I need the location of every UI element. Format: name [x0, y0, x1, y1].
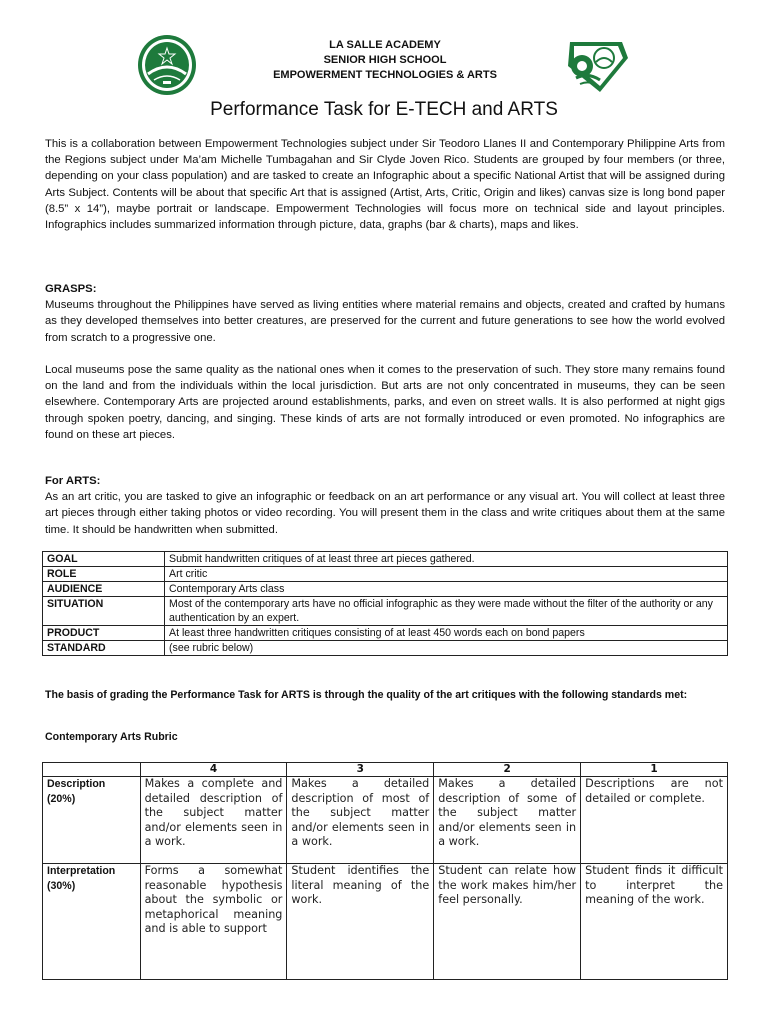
rubric-header-score: 3 [287, 763, 434, 777]
grasps-value: Art critic [165, 567, 728, 582]
school-anniversary-emblem-icon [560, 36, 630, 96]
school-header [220, 38, 550, 83]
grasps-value: At least three handwritten critiques consisting of at least 450 words each on bond papers [165, 626, 728, 641]
grasps-value: Submit handwritten critiques of at least three art pieces gathered. [165, 552, 728, 567]
grasps-key: AUDIENCE [43, 582, 165, 597]
rubric-cell: Forms a somewhat reasonable hypothesis about the symbolic or metaphorical meaning and is able to support [140, 864, 287, 980]
subject-names: EMPOWERMENT TECHNOLOGIES & ARTS [273, 69, 497, 81]
rubric-criterion: Interpretation (30%) [43, 864, 141, 980]
grasps-key: SITUATION [43, 597, 165, 626]
table-row [43, 641, 728, 656]
rubric-cell: Student can relate how the work makes him/her feel personally. [434, 864, 581, 980]
table-row [43, 864, 728, 980]
rubric-criterion: Description (20%) [43, 777, 141, 864]
grasps-key: STANDARD [43, 641, 165, 656]
la-salle-academy-seal-icon [136, 34, 198, 96]
grasps-key: GOAL [43, 552, 165, 567]
table-row [43, 567, 728, 582]
school-name: LA SALLE ACADEMY [329, 39, 441, 51]
rubric-title: Contemporary Arts Rubric [45, 731, 178, 743]
rubric-cell: Student identifies the literal meaning of the work. [287, 864, 434, 980]
grasps-heading: GRASPS: [45, 283, 97, 295]
intro-paragraph: This is a collaboration between Empowerment Technologies subject under Sir Teodoro Llanes II and Contemporary Philippine Arts from the Regions subject under Ma’am Michelle Tumbagahan and Sir Clyde Joven Rico. Students are grouped by four members (or three, depending on your class population) and are tasked to create an Infographic about a specific National Artist that will be assigned during Arts Subject. Contents will be about that specific Art that is assigned (Artist, Arts, Critic, Origin and likes) canvas size is long bond paper (8.5” x 14”), maybe portrait or landscape. Empowerment Technologies will focus more on technical side and layout principles. Infographics includes summarized information through picture, data, graphs (bar & charts), maps and likes. [45, 138, 725, 232]
rubric-cell: Descriptions are not detailed or complete. [581, 777, 728, 864]
rubric-header-score: 1 [581, 763, 728, 777]
rubric-cell: Makes a complete and detailed description of the subject matter and/or elements seen in a work. [140, 777, 287, 864]
grasps-key: ROLE [43, 567, 165, 582]
grasps-paragraph-1: Museums throughout the Philippines have served as living entities where material remains and objects, created and crafted by humans as they developed themselves into better creatures, are preserved for the current and future generations to see how the world evolved from scratch to a progressive one. [45, 299, 725, 344]
table-row [43, 777, 728, 864]
table-row [43, 582, 728, 597]
grasps-table [42, 551, 728, 656]
for-arts-heading: For ARTS: [45, 475, 101, 487]
table-row [43, 597, 728, 626]
rubric-header-score: 4 [140, 763, 287, 777]
rubric-cell: Makes a detailed description of most of the subject matter and/or elements seen in a work. [287, 777, 434, 864]
rubric-header-row [43, 763, 728, 777]
page-title: Performance Task for E-TECH and ARTS [210, 99, 558, 120]
school-division: SENIOR HIGH SCHOOL [323, 54, 447, 66]
grading-intro: The basis of grading the Performance Task for ARTS is through the quality of the art critiques with the following standards met: [45, 689, 688, 701]
rubric-cell: Makes a detailed description of some of the subject matter and/or elements seen in a work. [434, 777, 581, 864]
grasps-key: PRODUCT [43, 626, 165, 641]
grasps-value: (see rubric below) [165, 641, 728, 656]
rubric-cell: Student finds it difficult to interpret the meaning of the work. [581, 864, 728, 980]
table-row [43, 626, 728, 641]
rubric-table [42, 762, 728, 980]
for-arts-section [45, 473, 725, 538]
for-arts-paragraph: As an art critic, you are tasked to give an infographic or feedback on an art performance or any visual art. You will collect at least three art pieces through either taking photos or video recording. You will present them in the class and write critiques about them at the same time. It should be handwritten when submitted. [45, 491, 725, 536]
rubric-header-blank [43, 763, 141, 777]
grasps-paragraph-2: Local museums pose the same quality as the national ones when it comes to the preservation of such. They store many remains found on the land and from the individuals within the local jurisdiction. But arts are not only concentrated in museums, they can be seen elsewhere. Contemporary Arts are projected around establishments, parks, and even on street walls. It is also performed at night gigs through spoken poetry, dancing, and singing. These kinds of arts are not formally introduced or even promoted. No infographics are found on these art pieces. [45, 364, 725, 441]
table-row [43, 552, 728, 567]
rubric-header-score: 2 [434, 763, 581, 777]
grasps-value: Most of the contemporary arts have no official infographic as they were made without the filter of the authority or any authentication by an expert. [165, 597, 728, 626]
grasps-section [45, 281, 725, 346]
grasps-value: Contemporary Arts class [165, 582, 728, 597]
